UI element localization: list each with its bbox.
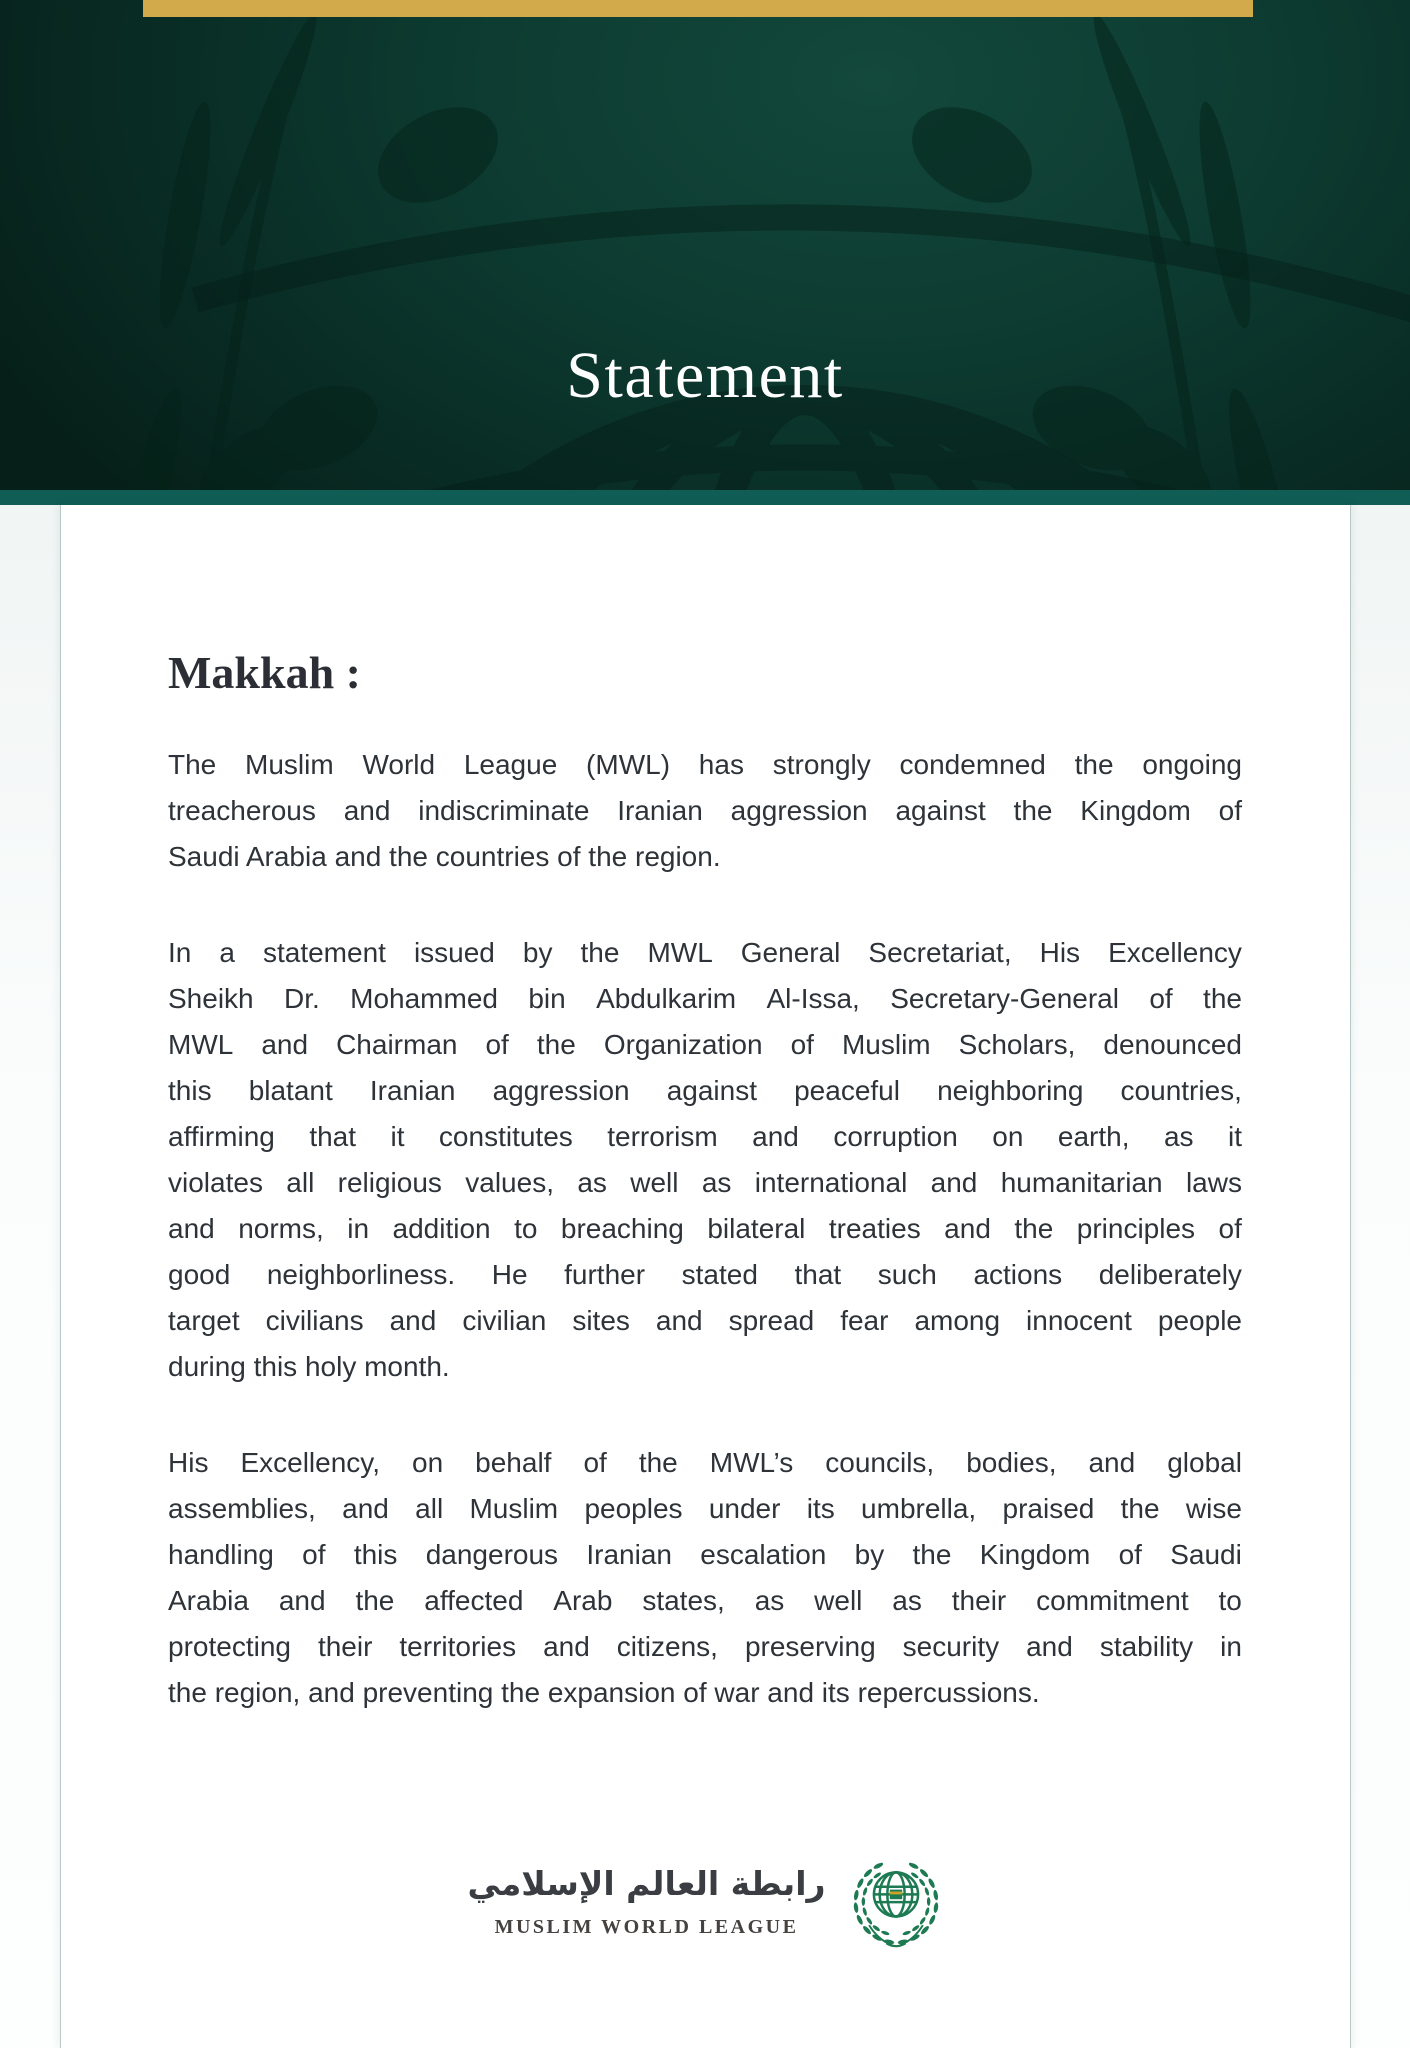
paragraph-line: In a statement issued by the MWL General Secretariat, His Excellency (168, 937, 1242, 968)
teal-divider-band (0, 490, 1410, 505)
paragraph-line: treacherous and indiscriminate Iranian aggression against the Kingdom of (168, 795, 1242, 826)
mwl-latin-name: MUSLIM WORLD LEAGUE (494, 1916, 799, 1938)
paragraph-line: during this holy month. (168, 1351, 450, 1382)
paragraph-line: assemblies, and all Muslim peoples under its umbrella, praised the wise (168, 1493, 1242, 1524)
statement-body (168, 505, 1242, 1716)
paragraph-line: The Muslim World League (MWL) has strongly condemned the ongoing (168, 749, 1242, 780)
paragraph-line: the region, and preventing the expansion of war and its repercussions. (168, 1677, 1040, 1708)
kaaba-gold-band-icon (889, 1892, 901, 1895)
paragraph-line: affirming that it constitutes terrorism and corruption on earth, as it (168, 1121, 1242, 1152)
paragraph-line: this blatant Iranian aggression against peaceful neighboring countries, (168, 1075, 1242, 1106)
gold-accent-bar (143, 0, 1253, 17)
wreath-crossing-stems-icon (886, 1943, 905, 1946)
paragraph-line: handling of this dangerous Iranian escalation by the Kingdom of Saudi (168, 1539, 1242, 1570)
mwl-arabic-name: رابطة العالم الإسلامي (467, 1864, 826, 1903)
mwl-logo-text (467, 1855, 825, 1939)
paragraph-line: Sheikh Dr. Mohammed bin Abdulkarim Al-Issa, Secretary-General of the (168, 983, 1242, 1014)
paragraph (168, 1440, 1242, 1716)
paragraph-line: Saudi Arabia and the countries of the region. (168, 841, 721, 872)
page-title: Statement (566, 339, 844, 412)
paragraph-line: His Excellency, on behalf of the MWL’s councils, bodies, and global (168, 1447, 1242, 1478)
paragraph (168, 742, 1242, 880)
page-header (0, 0, 1410, 490)
paragraph-line: target civilians and civilian sites and spread fear among innocent people (168, 1305, 1242, 1336)
paragraph-line: MWL and Chairman of the Organization of Muslim Scholars, denounced (168, 1029, 1242, 1060)
mwl-logo (61, 1855, 1350, 1953)
paragraph-line: and norms, in addition to breaching bilateral treaties and the principles of (168, 1213, 1242, 1244)
paragraph-line: Arabia and the affected Arab states, as well as their commitment to (168, 1585, 1242, 1616)
article-paragraphs (168, 742, 1242, 1716)
paragraph (168, 930, 1242, 1390)
paragraph-line: violates all religious values, as well as international and humanitarian laws (168, 1167, 1242, 1198)
statement-card (60, 505, 1351, 2048)
mwl-globe-laurel-emblem-icon (848, 1855, 944, 1953)
paragraph-line: protecting their territories and citizens, preserving security and stability in (168, 1631, 1242, 1662)
location-heading: Makkah : (168, 647, 361, 698)
olive-branch-globe-background-art (0, 0, 1410, 490)
paragraph-line: good neighborliness. He further stated that such actions deliberately (168, 1259, 1242, 1290)
